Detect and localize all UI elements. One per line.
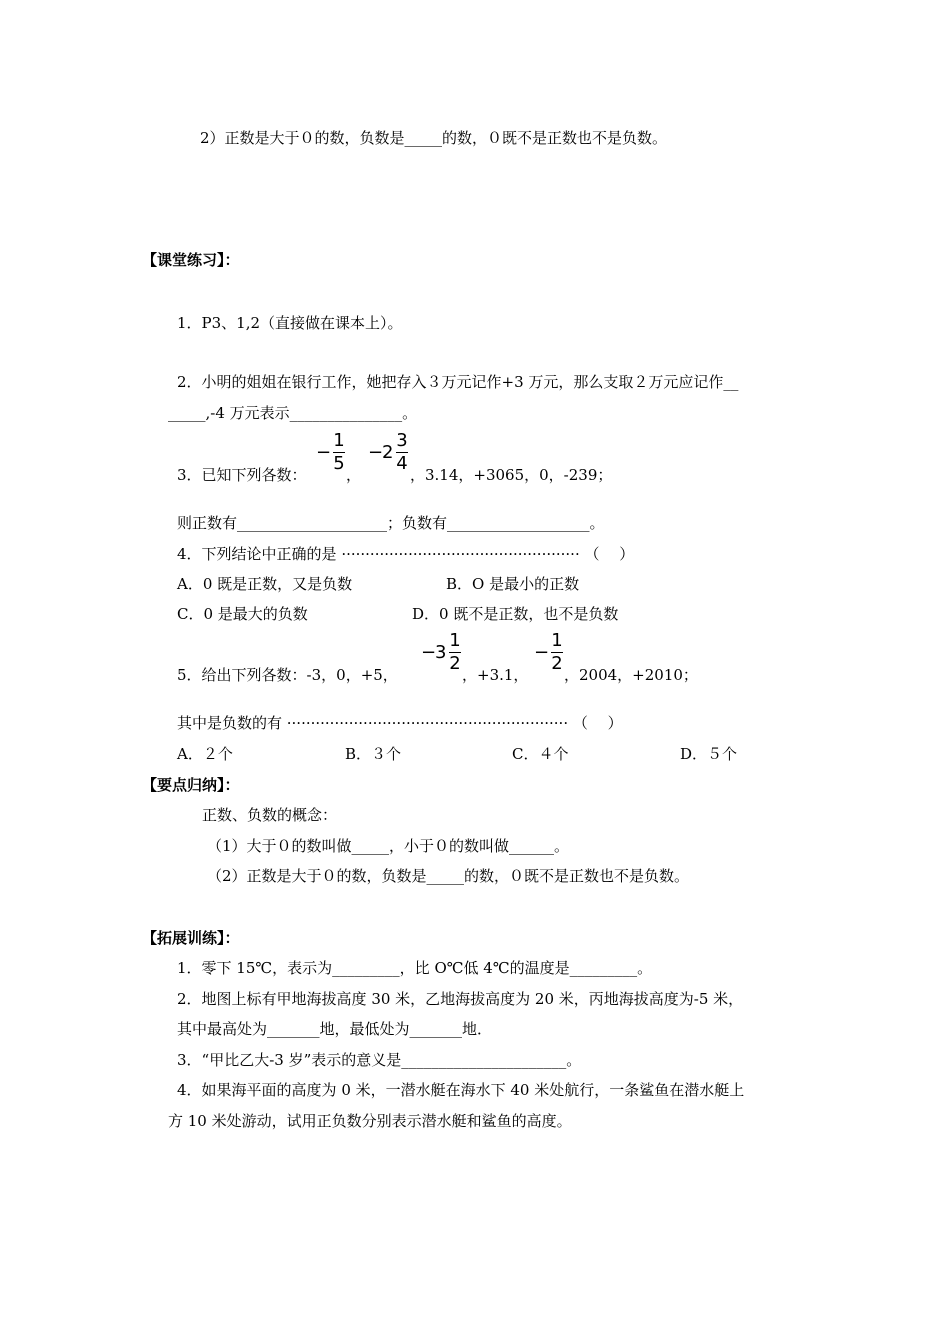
q4-option-a: A．0 既是正数，又是负数 — [177, 575, 353, 593]
q5-frac2-sign: − — [534, 642, 550, 663]
q5-frac1-sign: − — [421, 642, 437, 663]
q5-frac1-whole: 3 — [435, 642, 447, 663]
practice-q5-stem: 其中是负数的有 ··························································· （ ） — [177, 714, 623, 732]
q3-fraction-1 — [332, 430, 346, 475]
q3-frac1-numerator: 1 — [333, 430, 345, 451]
q5-option-c: C．４个 — [512, 745, 569, 763]
practice-q2-line2: _____,-4 万元表示_______________。 — [168, 404, 418, 422]
q3-frac2-denominator: 4 — [396, 453, 408, 474]
practice-q3-rest: ，3.14，+3065，0，-239； — [410, 466, 613, 484]
extension-q4-line1: 4．如果海平面的高度为 0 米，一潜水艇在海水下 40 米处航行，一条鲨鱼在潜水艇上 — [177, 1081, 745, 1099]
top-statement: 2）正数是大于０的数，负数是_____的数，０既不是正数也不是负数。 — [200, 129, 668, 147]
q5-frac1-denominator: 2 — [449, 653, 461, 674]
practice-q1: 1．P3、1,2（直接做在课本上）。 — [177, 314, 403, 332]
practice-q2-line1: 2．小明的姐姐在银行工作，她把存入３万元记作+3 万元，那么支取２万元应记作__ — [177, 373, 739, 391]
extension-q3: 3．“甲比乙大-3 岁”表示的意义是______________________。 — [177, 1051, 582, 1069]
practice-heading: 【课堂练习】： — [142, 251, 240, 269]
q5-option-d: D．５个 — [680, 745, 738, 763]
q4-option-c: C．0 是最大的负数 — [177, 605, 308, 623]
q3-frac2-whole: 2 — [382, 442, 394, 463]
practice-q5-prefix: 5．给出下列各数：-3，0，+5， — [177, 666, 398, 684]
extension-q4-line2: 方 10 米处游动，试用正负数分别表示潜水艇和鲨鱼的高度。 — [168, 1112, 572, 1130]
q3-frac1-denominator: 5 — [333, 453, 345, 474]
q3-separator: ， — [346, 466, 362, 484]
q4-option-b: B．O 是最小的正数 — [446, 575, 580, 593]
q5-fraction-1 — [448, 630, 462, 675]
practice-q4-stem: 4．下列结论中正确的是 ·················································· （ ） — [177, 545, 635, 563]
q5-fraction-2 — [550, 630, 564, 675]
practice-q5-rest: ，2004，+2010； — [564, 666, 698, 684]
q5-option-a: A．２个 — [177, 745, 233, 763]
extension-q1: 1．零下 15℃，表示为_________，比 O℃低 4℃的温度是_________。 — [177, 959, 653, 977]
q5-frac2-denominator: 2 — [551, 653, 563, 674]
q3-fraction-2 — [395, 430, 409, 475]
extension-q2-line1: 2．地图上标有甲地海拔高度 30 米，乙地海拔高度为 20 米，丙地海拔高度为-5 米， — [177, 990, 744, 1008]
q5-frac2-numerator: 1 — [551, 630, 563, 651]
summary-title: 正数、负数的概念： — [202, 806, 338, 824]
q5-option-b: B．３个 — [345, 745, 402, 763]
q3-frac2-numerator: 3 — [396, 430, 408, 451]
summary-item-2: （2）正数是大于０的数，负数是_____的数，０既不是正数也不是负数。 — [207, 867, 690, 885]
q5-frac1-numerator: 1 — [449, 630, 461, 651]
summary-item-1: （1）大于０的数叫做_____，小于０的数叫做______。 — [207, 837, 570, 855]
practice-q3-prefix: 3．已知下列各数： — [177, 466, 307, 484]
summary-heading: 【要点归纳】： — [142, 776, 240, 794]
q3-frac1-sign: − — [316, 442, 332, 463]
extension-heading: 【拓展训练】： — [142, 929, 240, 947]
q4-option-d: D．0 既不是正数，也不是负数 — [412, 605, 619, 623]
practice-q3-answer: 则正数有____________________；负数有___________________。 — [177, 514, 605, 532]
extension-q2-line2: 其中最高处为_______地，最低处为_______地． — [177, 1020, 493, 1038]
q3-frac2-sign: − — [368, 442, 384, 463]
practice-q5-mid: ，+3.1， — [462, 666, 529, 684]
